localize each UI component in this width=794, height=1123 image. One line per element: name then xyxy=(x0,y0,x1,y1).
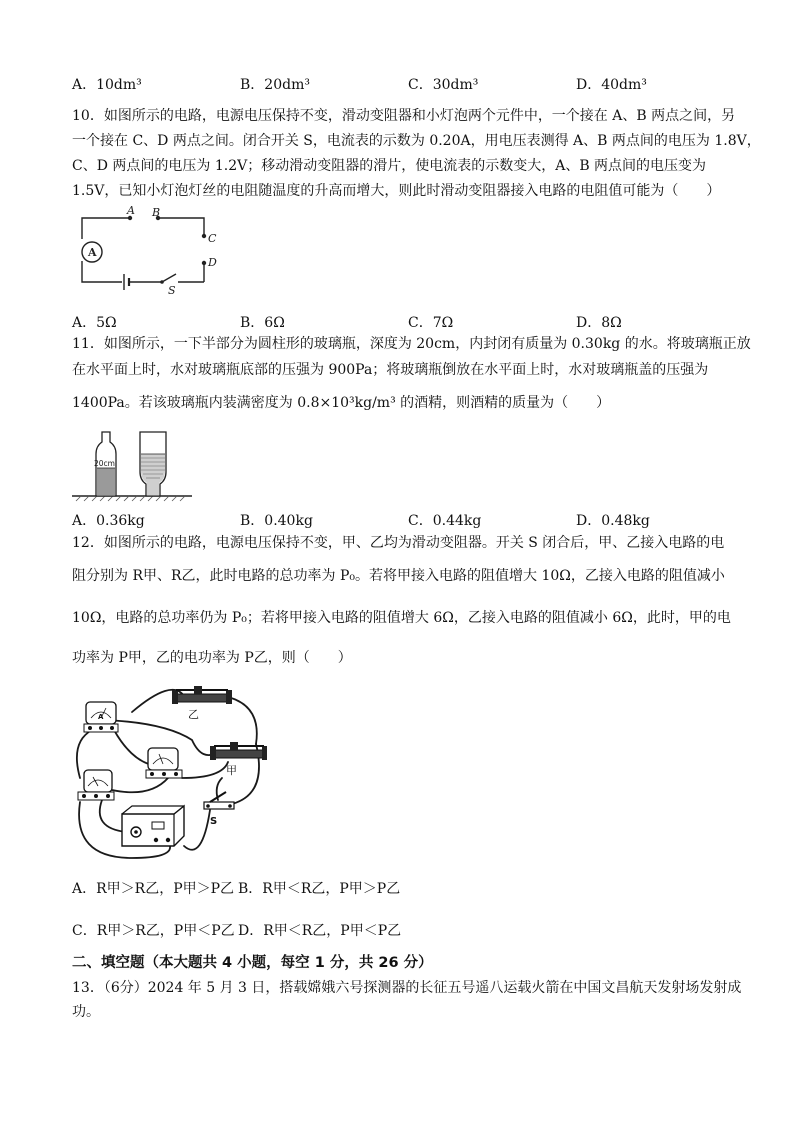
q12-option-c[interactable]: C．R甲＞R乙，P甲＜P乙 xyxy=(72,923,235,939)
q10-circuit-figure xyxy=(72,206,232,298)
q12-rheostat-jia xyxy=(210,742,267,760)
q12-wire-11 xyxy=(184,810,210,850)
q10-option-d[interactable]: D．8Ω xyxy=(576,315,622,331)
q10-terminal-c xyxy=(202,234,206,238)
q10-switch-pivot xyxy=(160,280,164,284)
q11-option-b[interactable]: B．0.40kg xyxy=(240,513,313,529)
q10-switch-blade xyxy=(162,274,176,282)
q10-line-2: 一个接在 C、D 两点之间。闭合开关 S，电流表的示数为 0.20A，用电压表测得 A、B 两点间的电压为 1.8V， xyxy=(72,133,761,149)
q9-option-a[interactable]: A．10dm³ xyxy=(72,77,142,93)
q12-voltmeter-left xyxy=(78,770,114,800)
q10-label-d: D xyxy=(208,256,217,269)
q9-option-b[interactable]: B．20dm³ xyxy=(240,77,310,93)
q12-option-a[interactable]: A．R甲＞R乙，P甲＞P乙 xyxy=(72,881,235,897)
q12-line-1: 12．如图所示的电路，电源电压保持不变，甲、乙均为滑动变阻器。开关 S 闭合后，甲、乙接入电路的电 xyxy=(72,535,725,551)
q10-label-s: S xyxy=(168,284,176,297)
q11-option-a[interactable]: A．0.36kg xyxy=(72,513,145,529)
q12-label-yi: 乙 xyxy=(188,708,199,721)
q10-options xyxy=(72,312,732,332)
q12-label-s: S xyxy=(210,816,218,827)
q11-line-1: 11．如图所示，一下半部分为圆柱形的玻璃瓶，深度为 20cm，内封闭有质量为 0.30kg 的水。将玻璃瓶正放 xyxy=(72,336,751,352)
q9-options xyxy=(72,74,732,94)
q10-terminal-d xyxy=(202,261,206,265)
q10-wire-bottom-left xyxy=(82,261,122,282)
q10-label-b: B xyxy=(152,206,161,219)
q9-option-d[interactable]: D．40dm³ xyxy=(576,77,647,93)
q11-option-d[interactable]: D．0.48kg xyxy=(576,513,650,529)
q11-inverted-water xyxy=(141,454,165,495)
q12-wire-7 xyxy=(112,778,168,792)
q12-label-jia: 甲 xyxy=(226,764,237,777)
q12-power-supply xyxy=(122,806,184,846)
q11-option-c[interactable]: C．0.44kg xyxy=(408,513,482,529)
q10-option-a[interactable]: A．5Ω xyxy=(72,315,117,331)
q10-wire-top-left xyxy=(82,218,130,239)
q12-options-row-2 xyxy=(72,920,401,940)
q10-wire-right-upper xyxy=(158,218,204,236)
q12-voltmeter-middle xyxy=(146,748,182,778)
section-2-heading: 二、填空题（本大题共 4 小题，每空 1 分，共 26 分） xyxy=(72,955,433,971)
q12-option-d[interactable]: D．R甲＜R乙，P甲＜P乙 xyxy=(238,923,402,939)
q12-option-b[interactable]: B．R甲＜R乙，P甲＞P乙 xyxy=(238,881,401,897)
q10-line-4: 1.5V，已知小灯泡灯丝的电阻随温度的升高而增大，则此时滑动变阻器接入电路的电阻值可能为（ ） xyxy=(72,183,721,199)
q10-option-c[interactable]: C．7Ω xyxy=(408,315,454,331)
q12-line-2: 阻分别为 R甲、R乙，此时电路的总功率为 P₀。若将甲接入电路的阻值增大 10Ω，乙接入电路的阻值减小 xyxy=(72,568,725,584)
q12-switch xyxy=(204,792,234,809)
q12-wire-6 xyxy=(182,762,228,778)
q11-line-3: 1400Pa。若该玻璃瓶内装满密度为 0.8×10³kg/m³ 的酒精，则酒精的质量为（ ） xyxy=(72,395,611,411)
q12-options-row-1 xyxy=(72,878,400,898)
q10-label-c: C xyxy=(208,232,217,245)
q11-options xyxy=(72,510,732,530)
q10-line-3: C、D 两点间的电压为 1.2V；移动滑动变阻器的滑片，使电流表的示数变大，A、B 两点间的电压变为 xyxy=(72,158,707,174)
q10-line-1: 10．如图所示的电路，电源电压保持不变，滑动变阻器和小灯泡两个元件中，一个接在 A、B 两点之间，另 xyxy=(72,108,736,124)
q12-circuit-figure xyxy=(72,682,268,866)
q11-bottle-figure xyxy=(72,428,194,502)
q12-line-3: 10Ω，电路的总功率仍为 P₀；若将甲接入电路的阻值增大 6Ω，乙接入电路的阻值减小 6Ω，此时，甲的电 xyxy=(72,610,731,626)
q11-depth-label: 20cm xyxy=(94,459,115,468)
q10-label-a: A xyxy=(127,206,135,217)
q13-line-2: 功。 xyxy=(72,1004,100,1020)
q11-line-2: 在水平面上时，水对玻璃瓶底部的压强为 900Pa；将玻璃瓶倒放在水平面上时，水对玻璃瓶盖的压强为 xyxy=(72,362,709,378)
q12-rheostat-yi xyxy=(172,686,232,704)
q10-ammeter-label: A xyxy=(88,246,97,259)
q9-option-c[interactable]: C．30dm³ xyxy=(408,77,479,93)
q13-line-1: 13．（6分）2024 年 5 月 3 日，搭载嫦娥六号探测器的长征五号遥八运载火箭在中国文昌航天发射场发射成 xyxy=(72,980,742,996)
q12-line-4: 功率为 P甲，乙的电功率为 P乙，则（ ） xyxy=(72,650,352,666)
q12-ammeter-label: A xyxy=(98,713,104,721)
q10-option-b[interactable]: B．6Ω xyxy=(240,315,285,331)
q11-upright-water xyxy=(97,468,115,495)
